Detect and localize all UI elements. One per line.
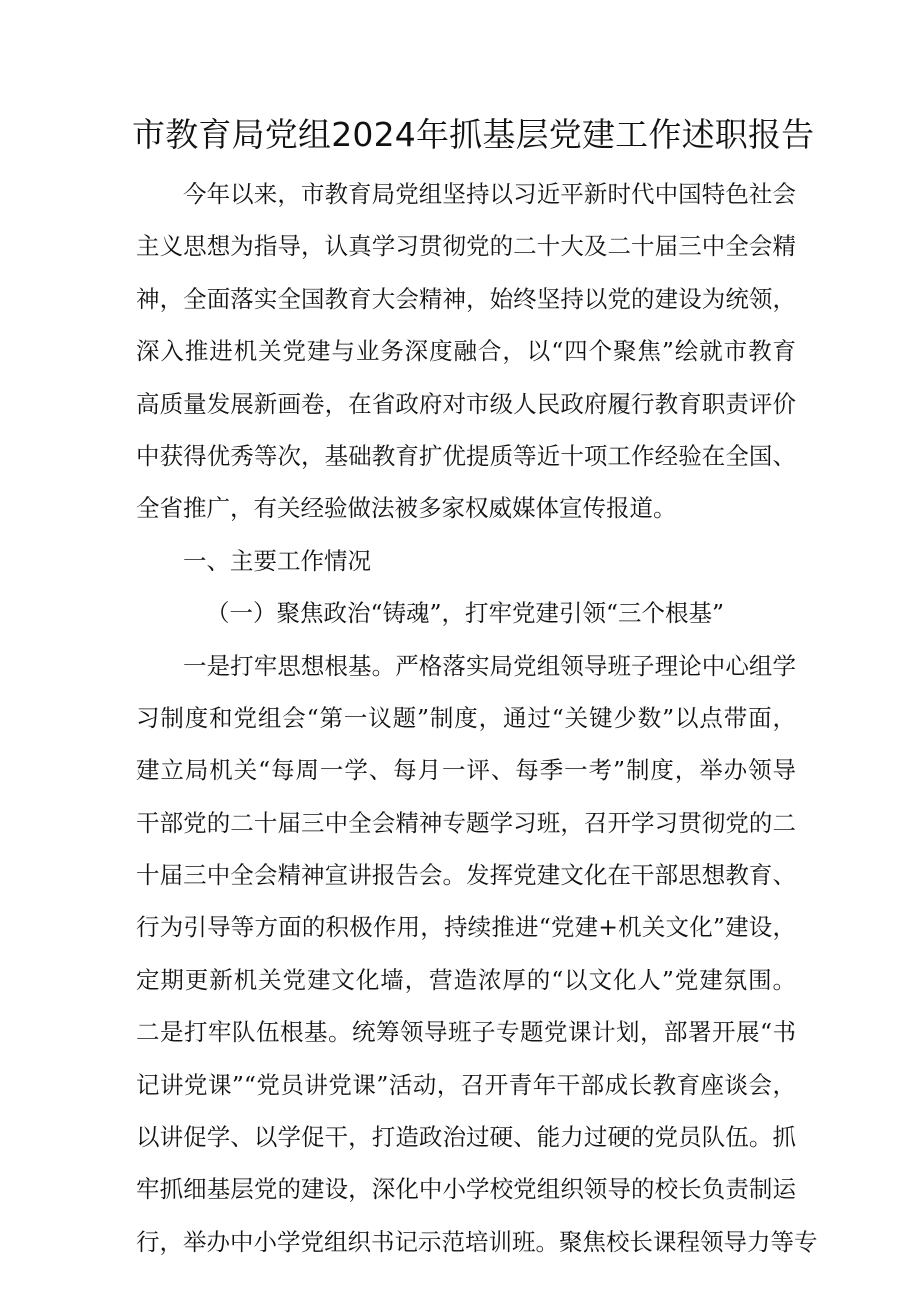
paragraph-line: 全省推广，有关经验做法被多家权威媒体宣传报道。 [136, 494, 677, 523]
section-heading: 一、主要工作情况 [183, 546, 371, 575]
paragraph-line: 高质量发展新画卷，在省政府对市级人民政府履行教育职责评价 [136, 389, 796, 418]
paragraph-line: 中获得优秀等次，基础教育扩优提质等近十项工作经验在全国、 [136, 441, 796, 470]
paragraph-line: 神，全面落实全国教育大会精神，始终坚持以党的建设为统领， [136, 284, 796, 313]
paragraph-line: 深入推进机关党建与业务深度融合，以“四个聚焦”绘就市教育 [136, 337, 796, 366]
paragraph-line: 定期更新机关党建文化墙，营造浓厚的“以文化人”党建氛围。 [136, 965, 796, 994]
paragraph-line: 习制度和党组会“第一议题”制度，通过“关键少数”以点带面， [136, 703, 796, 732]
paragraph-line: 记讲党课”“党员讲党课”活动，召开青年干部成长教育座谈会， [136, 1070, 796, 1099]
paragraph-line: 二是打牢队伍根基。统筹领导班子专题党课计划，部署开展“书 [136, 1018, 796, 1047]
paragraph-line: 干部党的二十届三中全会精神专题学习班，召开学习贯彻党的二 [136, 808, 796, 837]
subsection-heading: （一）聚焦政治“铸魂”，打牢党建引领“三个根基” [206, 599, 725, 628]
paragraph-line: 行为引导等方面的积极作用，持续推进“党建+机关文化”建设， [136, 913, 796, 942]
paragraph-line: 建立局机关“每周一学、每月一评、每季一考”制度，举办领导 [136, 756, 796, 785]
paragraph-line: 牢抓细基层党的建设，深化中小学校党组织领导的校长负责制运 [136, 1175, 796, 1204]
document-title: 市教育局党组2024年抓基层党建工作述职报告 [132, 115, 815, 154]
paragraph-line: 一是打牢思想根基。严格落实局党组领导班子理论中心组学 [183, 651, 796, 680]
document-body [136, 168, 818, 1268]
paragraph-line: 以讲促学、以学促干，打造政治过硬、能力过硬的党员队伍。抓 [136, 1123, 796, 1152]
paragraph-line: 十届三中全会精神宣讲报告会。发挥党建文化在干部思想教育、 [136, 861, 796, 890]
paragraph-line: 主义思想为指导，认真学习贯彻党的二十大及二十届三中全会精 [136, 232, 796, 261]
paragraph-line: 今年以来，市教育局党组坚持以习近平新时代中国特色社会 [183, 180, 796, 208]
paragraph-line: 行，举办中小学党组织书记示范培训班。聚焦校长课程领导力等专 [136, 1227, 818, 1256]
